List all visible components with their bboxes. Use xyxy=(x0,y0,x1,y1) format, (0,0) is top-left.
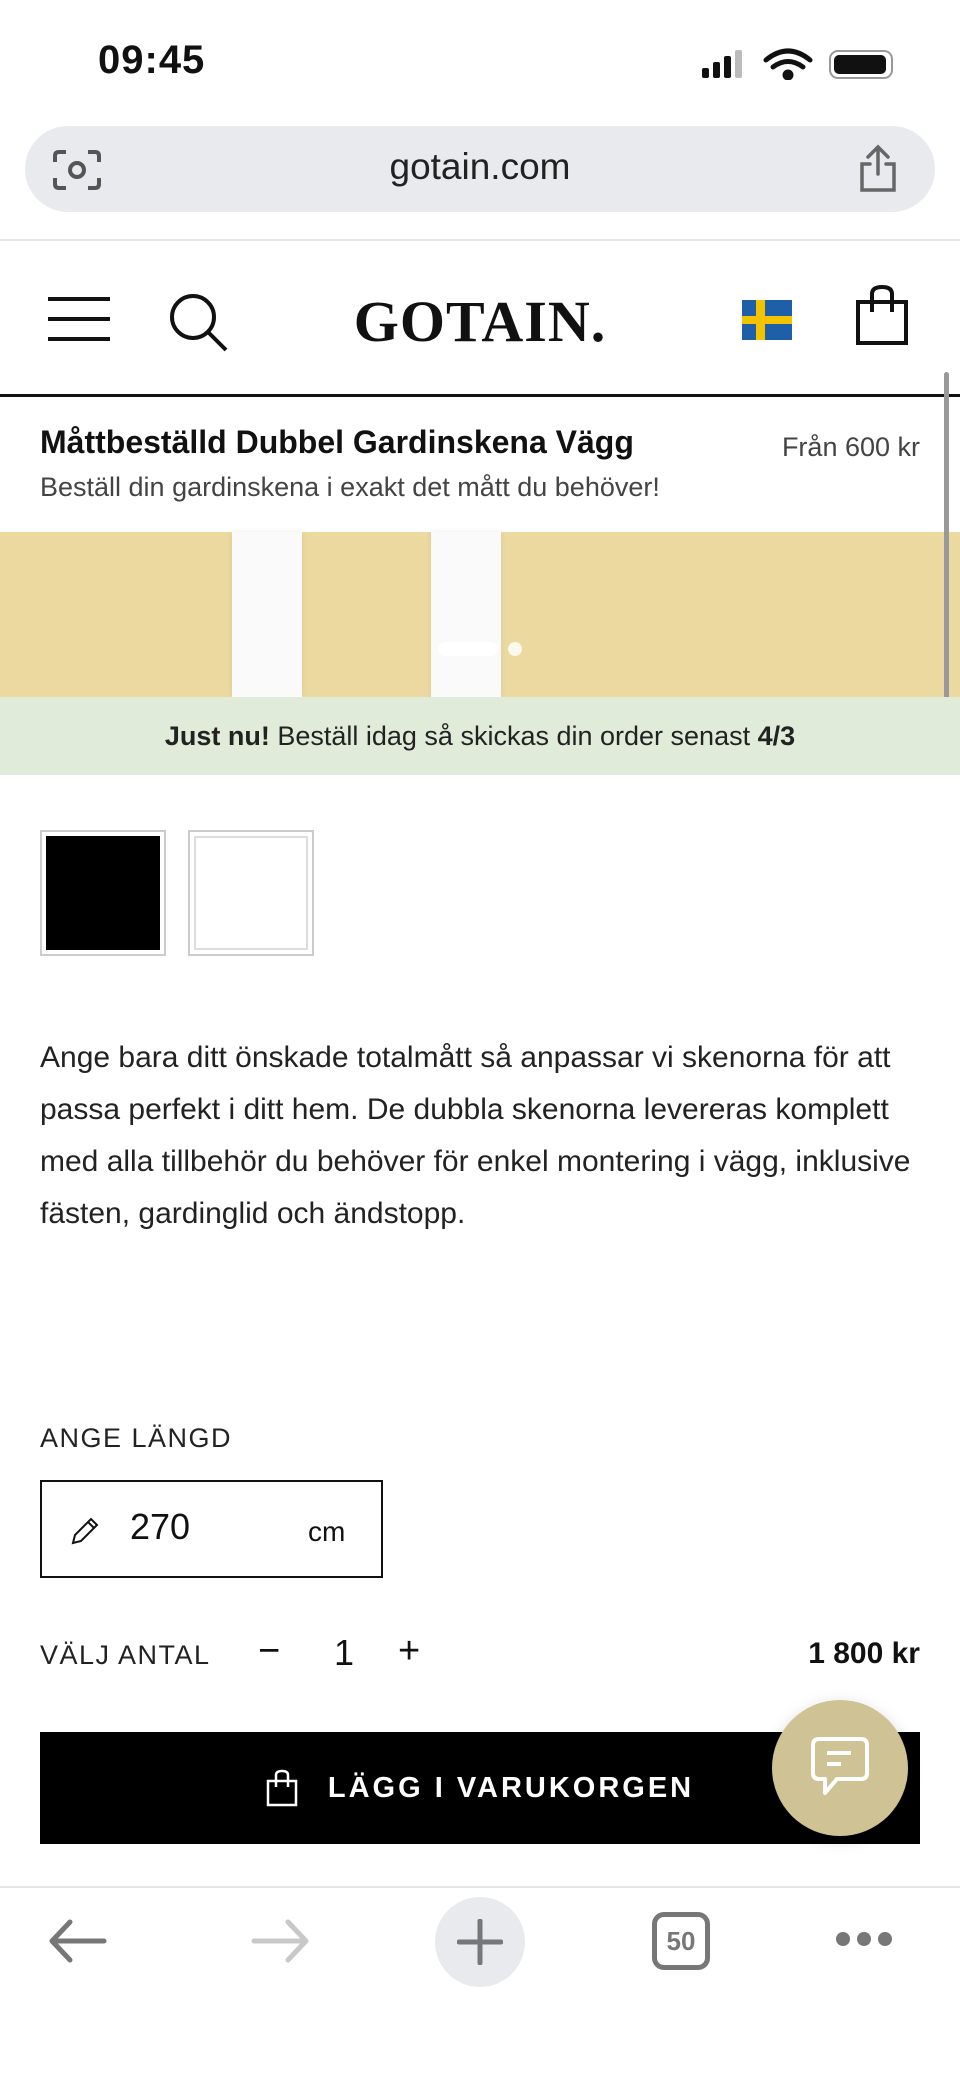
banner-date: 4/3 xyxy=(757,721,796,751)
banner-text: Beställ idag så skickas din order senast xyxy=(269,721,758,751)
product-subtitle: Beställ din gardinskena i exakt det mått du behöver! xyxy=(40,472,660,502)
carousel-dot[interactable] xyxy=(508,642,522,656)
divider xyxy=(0,239,960,241)
shopping-bag-icon xyxy=(266,1769,298,1807)
length-unit: cm xyxy=(308,1516,346,1547)
status-time: 09:45 xyxy=(98,38,206,82)
quantity-decrease-button[interactable]: − xyxy=(258,1630,281,1672)
wifi-icon xyxy=(766,51,810,78)
quantity-increase-button[interactable]: + xyxy=(398,1630,421,1672)
product-description: Ange bara ditt önskade totalmått så anpassar vi skenorna för att passa perfekt i ditt hem. De dubbla skenorna levereras komplett med alla tillbehör du behöver för enkel montering i vägg, inklusive fästen, gardinglid och ändstopp. xyxy=(40,1041,911,1230)
back-arrow-icon[interactable] xyxy=(48,1918,108,1964)
tab-count-button[interactable]: 50 xyxy=(652,1912,710,1970)
color-swatch-white[interactable] xyxy=(188,830,314,956)
product-title: Måttbeställd Dubbel Gardinskena Vägg xyxy=(40,424,634,460)
chat-button[interactable] xyxy=(772,1700,908,1836)
length-value[interactable]: 270 xyxy=(130,1506,191,1547)
more-menu-icon[interactable] xyxy=(834,1930,894,1948)
curtain-rail-image xyxy=(431,532,501,697)
quantity-label: VÄLJ ANTAL xyxy=(40,1640,211,1670)
status-icons xyxy=(700,48,900,80)
price-from: Från 600 kr xyxy=(781,432,920,462)
carousel-dot-active[interactable] xyxy=(438,642,498,656)
banner-prefix: Just nu! xyxy=(164,721,270,751)
chat-icon xyxy=(811,1737,869,1799)
new-tab-button[interactable] xyxy=(435,1897,525,1987)
length-label: ANGE LÄNGD xyxy=(40,1423,233,1453)
pencil-icon xyxy=(70,1516,100,1546)
plus-icon xyxy=(457,1919,503,1965)
forward-arrow-icon[interactable] xyxy=(250,1918,310,1964)
signal-icon xyxy=(702,50,742,78)
quantity-value[interactable]: 1 xyxy=(334,1632,355,1673)
total-price: 1 800 kr xyxy=(808,1637,920,1670)
header-border xyxy=(0,394,960,397)
sweden-flag-icon[interactable] xyxy=(742,300,792,340)
length-input[interactable] xyxy=(40,1480,383,1578)
toolbar-divider xyxy=(0,1886,960,1888)
site-logo[interactable]: GOTAIN. xyxy=(353,289,607,354)
battery-icon xyxy=(830,51,892,78)
url-text[interactable]: gotain.com xyxy=(389,146,571,187)
curtain-rail-image xyxy=(232,532,302,697)
add-to-cart-label: LÄGG I VARUKORGEN xyxy=(327,1771,695,1804)
color-swatch-black[interactable] xyxy=(40,830,166,956)
shopping-bag-icon[interactable] xyxy=(855,284,909,346)
home-indicator xyxy=(320,2062,640,2070)
shipping-banner xyxy=(0,697,960,775)
share-icon[interactable] xyxy=(856,144,900,194)
